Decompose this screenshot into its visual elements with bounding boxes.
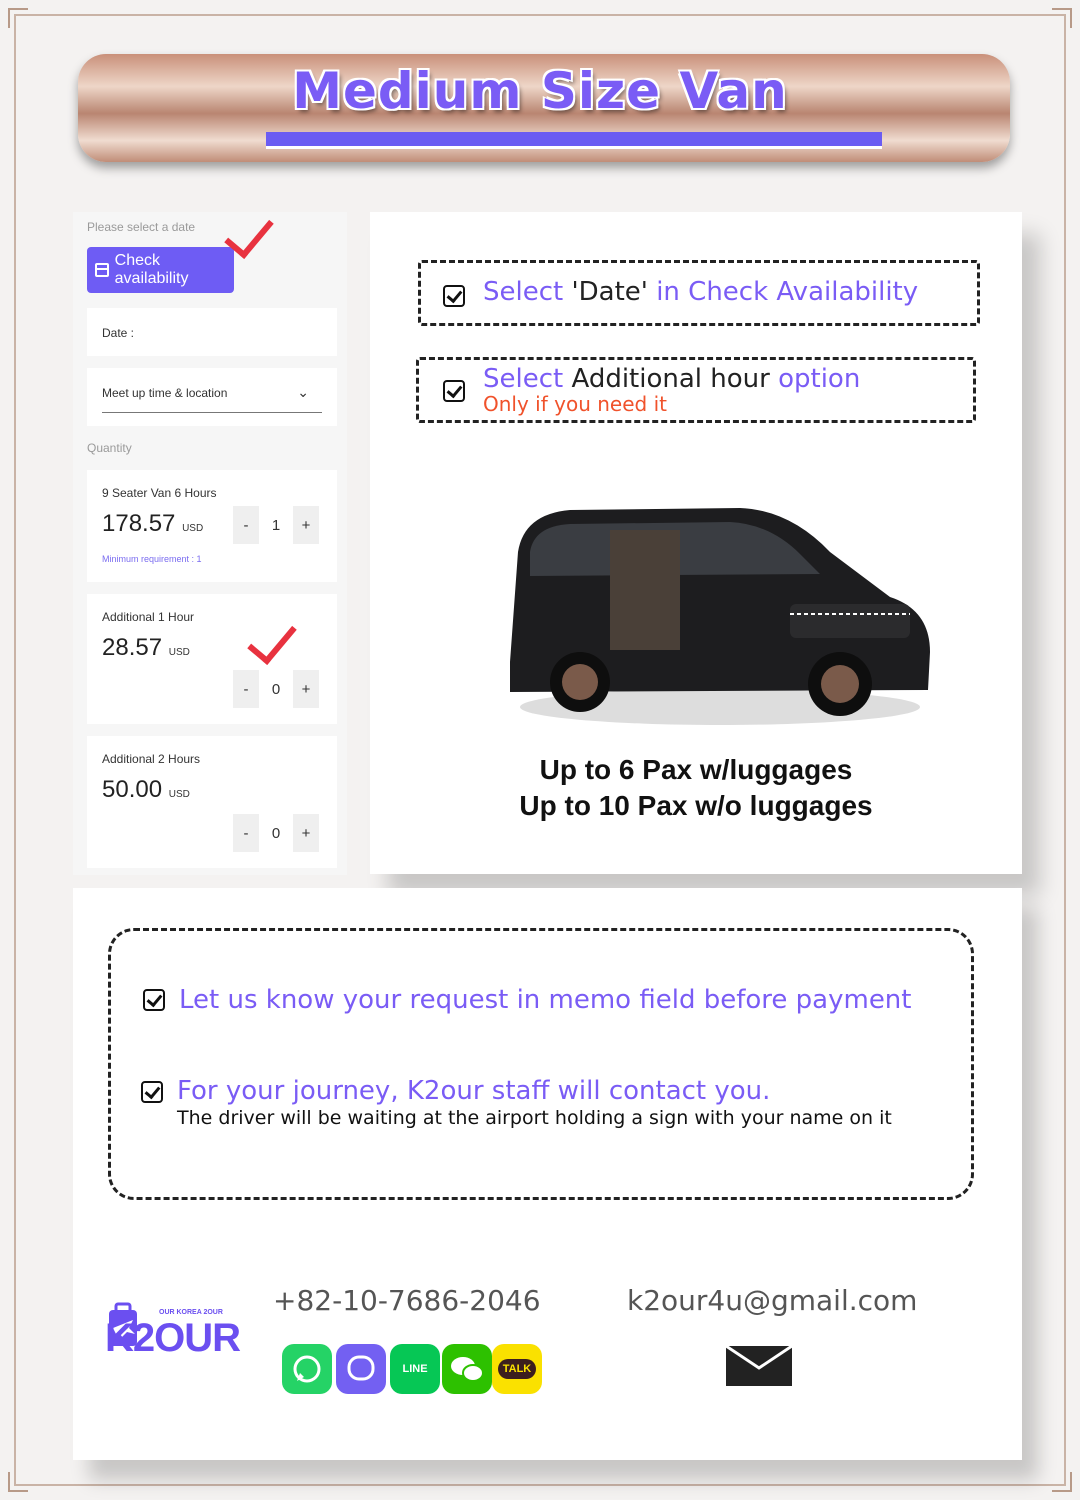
corner-ornament xyxy=(1052,8,1072,28)
decrement-button[interactable]: - xyxy=(233,506,259,544)
logo-text: K2OUR xyxy=(105,1316,241,1360)
quantity-stepper xyxy=(233,670,319,708)
ticket-price xyxy=(102,510,203,538)
kakaotalk-icon[interactable] xyxy=(492,1344,542,1394)
price-value: 178.57 xyxy=(102,510,176,537)
step-hour-note: Only if you need it xyxy=(483,392,667,416)
page-title: Medium Size Van xyxy=(292,62,788,120)
checkbox-icon xyxy=(443,285,465,307)
select-date-label: Please select a date xyxy=(87,220,196,234)
date-field[interactable] xyxy=(87,308,337,356)
ticket-name: 9 Seater Van 6 Hours xyxy=(102,486,217,500)
increment-button[interactable]: + xyxy=(293,814,319,852)
ticket-option xyxy=(87,470,337,582)
k2our-logo xyxy=(103,1298,241,1368)
ticket-name: Additional 2 Hours xyxy=(102,752,201,766)
step-text-part: Additional hour xyxy=(571,364,770,394)
quantity-value: 0 xyxy=(271,824,281,842)
red-checkmark-icon xyxy=(247,613,296,665)
driver-note: The driver will be waiting at the airport holding a sign with your name on it xyxy=(177,1107,892,1129)
check-availability-button[interactable] xyxy=(87,247,234,293)
email-address[interactable]: k2our4u@gmail.com xyxy=(627,1284,918,1317)
ticket-price xyxy=(102,776,190,804)
corner-ornament xyxy=(1052,1472,1072,1492)
step-hour-text xyxy=(483,364,860,394)
corner-ornament xyxy=(8,1472,28,1492)
price-value: 28.57 xyxy=(102,634,163,661)
currency: USD xyxy=(182,523,204,534)
currency: USD xyxy=(168,647,190,658)
quantity-value: 0 xyxy=(271,680,281,698)
step-date-text xyxy=(483,277,918,307)
capacity-text xyxy=(370,752,1022,824)
logo-tagline: OUR KOREA 2OUR xyxy=(159,1309,223,1316)
date-field-label: Date : xyxy=(102,326,135,340)
step-text-part: option xyxy=(769,364,861,394)
meetup-label: Meet up time & location xyxy=(102,386,228,400)
price-value: 50.00 xyxy=(102,776,163,803)
step-date-box xyxy=(418,260,980,326)
minimum-requirement: Minimum requirement : 1 xyxy=(102,554,202,564)
step-hour-box xyxy=(416,357,976,423)
whatsapp-icon[interactable] xyxy=(282,1344,332,1394)
wechat-icon[interactable] xyxy=(442,1344,492,1394)
step-text-part: Select xyxy=(483,277,572,307)
quantity-value: 1 xyxy=(271,516,281,534)
kakaotalk-label: TALK xyxy=(498,1359,537,1379)
select-underline xyxy=(102,412,322,413)
increment-button[interactable]: + xyxy=(293,670,319,708)
capacity-line: Up to 6 Pax w/luggages xyxy=(539,754,853,785)
notes-box xyxy=(108,928,974,1200)
booking-widget xyxy=(73,212,347,875)
increment-button[interactable]: + xyxy=(293,506,319,544)
checkbox-icon xyxy=(443,380,465,402)
checkbox-icon xyxy=(141,1081,163,1103)
calendar-icon xyxy=(95,263,109,277)
quantity-label: Quantity xyxy=(87,441,132,455)
notes-and-contact xyxy=(73,888,1022,1460)
meetup-select[interactable] xyxy=(87,368,337,426)
phone-number[interactable]: +82-10-7686-2046 xyxy=(273,1284,541,1317)
capacity-line: Up to 10 Pax w/o luggages xyxy=(519,790,873,821)
step-text-part: Select xyxy=(483,364,572,394)
chevron-down-icon: ⌄ xyxy=(297,384,309,400)
quantity-stepper xyxy=(233,814,319,852)
corner-ornament xyxy=(8,8,28,28)
step-text-part: 'Date' xyxy=(571,277,648,307)
step-text-part: in Check Availability xyxy=(647,277,919,307)
ticket-name: Additional 1 Hour xyxy=(102,610,195,624)
line-icon[interactable] xyxy=(390,1344,440,1394)
checkbox-icon xyxy=(143,989,165,1011)
decrement-button[interactable]: - xyxy=(233,670,259,708)
quantity-stepper xyxy=(233,506,319,544)
mail-icon[interactable] xyxy=(726,1346,792,1386)
memo-note: Let us know your request in memo field before payment xyxy=(179,985,912,1015)
van-image xyxy=(490,492,940,732)
line-label: LINE xyxy=(402,1363,428,1375)
instructions-panel xyxy=(370,212,1022,874)
ticket-price xyxy=(102,634,190,662)
title-underline xyxy=(266,132,882,149)
ticket-option xyxy=(87,736,337,868)
viber-icon[interactable] xyxy=(336,1344,386,1394)
staff-note: For your journey, K2our staff will contact you. xyxy=(177,1076,771,1106)
check-availability-label: Check availability xyxy=(114,252,189,287)
decrement-button[interactable]: - xyxy=(233,814,259,852)
currency: USD xyxy=(168,789,190,800)
ticket-option xyxy=(87,594,337,724)
